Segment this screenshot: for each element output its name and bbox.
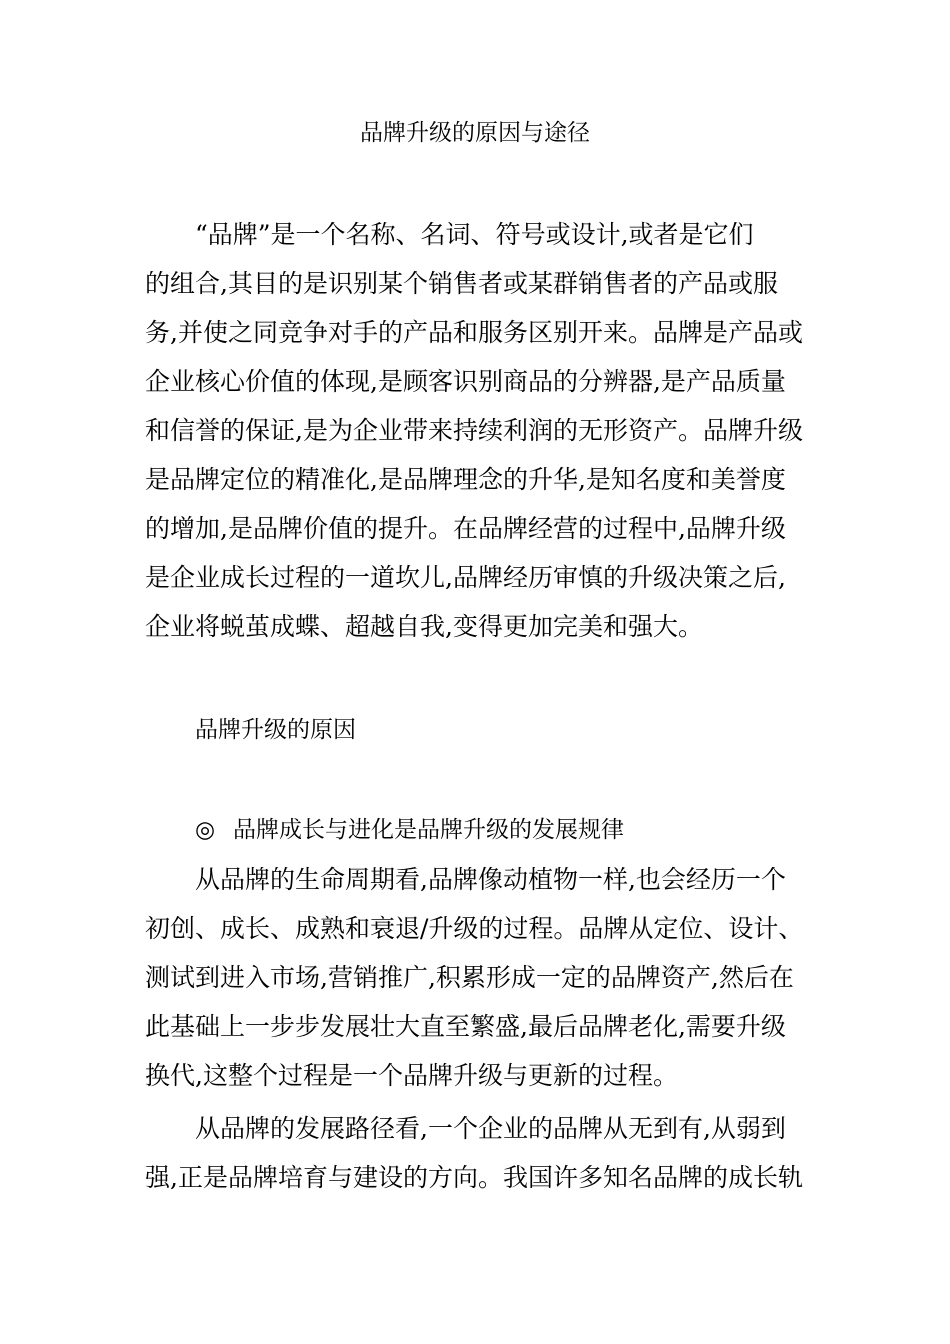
intro-line-2: 的组合,其目的是识别某个销售者或某群销售者的产品或服 xyxy=(145,269,778,298)
document-title: 品牌升级的原因与途径 xyxy=(360,120,590,146)
para2-line-1: 从品牌的生命周期看,品牌像动植物一样,也会经历一个 xyxy=(195,865,786,894)
intro-line-6: 是品牌定位的精准化,是品牌理念的升华,是知名度和美誉度 xyxy=(145,465,786,494)
para2-line-2: 初创、成长、成熟和衰退/升级的过程。品牌从定位、设计、 xyxy=(145,914,804,943)
para2-line-3: 测试到进入市场,营销推广,积累形成一定的品牌资产,然后在 xyxy=(145,963,794,992)
bullet-icon: ◎ xyxy=(195,817,216,843)
para3-line-2: 强,正是品牌培育与建设的方向。我国许多知名品牌的成长轨 xyxy=(145,1163,803,1192)
bullet-heading-text: 品牌成长与进化是品牌升级的发展规律 xyxy=(233,817,624,843)
para2-line-5: 换代,这整个过程是一个品牌升级与更新的过程。 xyxy=(145,1061,678,1090)
intro-line-8: 是企业成长过程的一道坎儿,品牌经历审慎的升级决策之后, xyxy=(145,563,786,592)
intro-line-7: 的增加,是品牌价值的提升。在品牌经营的过程中,品牌升级 xyxy=(145,514,786,543)
intro-line-3: 务,并使之同竞争对手的产品和服务区别开来。品牌是产品或 xyxy=(145,318,803,347)
bullet-heading xyxy=(195,814,624,846)
intro-line-4: 企业核心价值的体现,是顾客识别商品的分辨器,是产品质量 xyxy=(145,367,786,396)
para3-line-1: 从品牌的发展路径看,一个企业的品牌从无到有,从弱到 xyxy=(195,1114,786,1143)
para2-line-4: 此基础上一步步发展壮大直至繁盛,最后品牌老化,需要升级 xyxy=(145,1012,786,1041)
section-heading: 品牌升级的原因 xyxy=(195,717,356,743)
intro-line-9: 企业将蜕茧成蝶、超越自我,变得更加完美和强大。 xyxy=(145,612,703,641)
intro-line-5: 和信誉的保证,是为企业带来持续利润的无形资产。品牌升级 xyxy=(145,416,803,445)
intro-line-1: “品牌”是一个名称、名词、符号或设计,或者是它们 xyxy=(195,220,754,249)
